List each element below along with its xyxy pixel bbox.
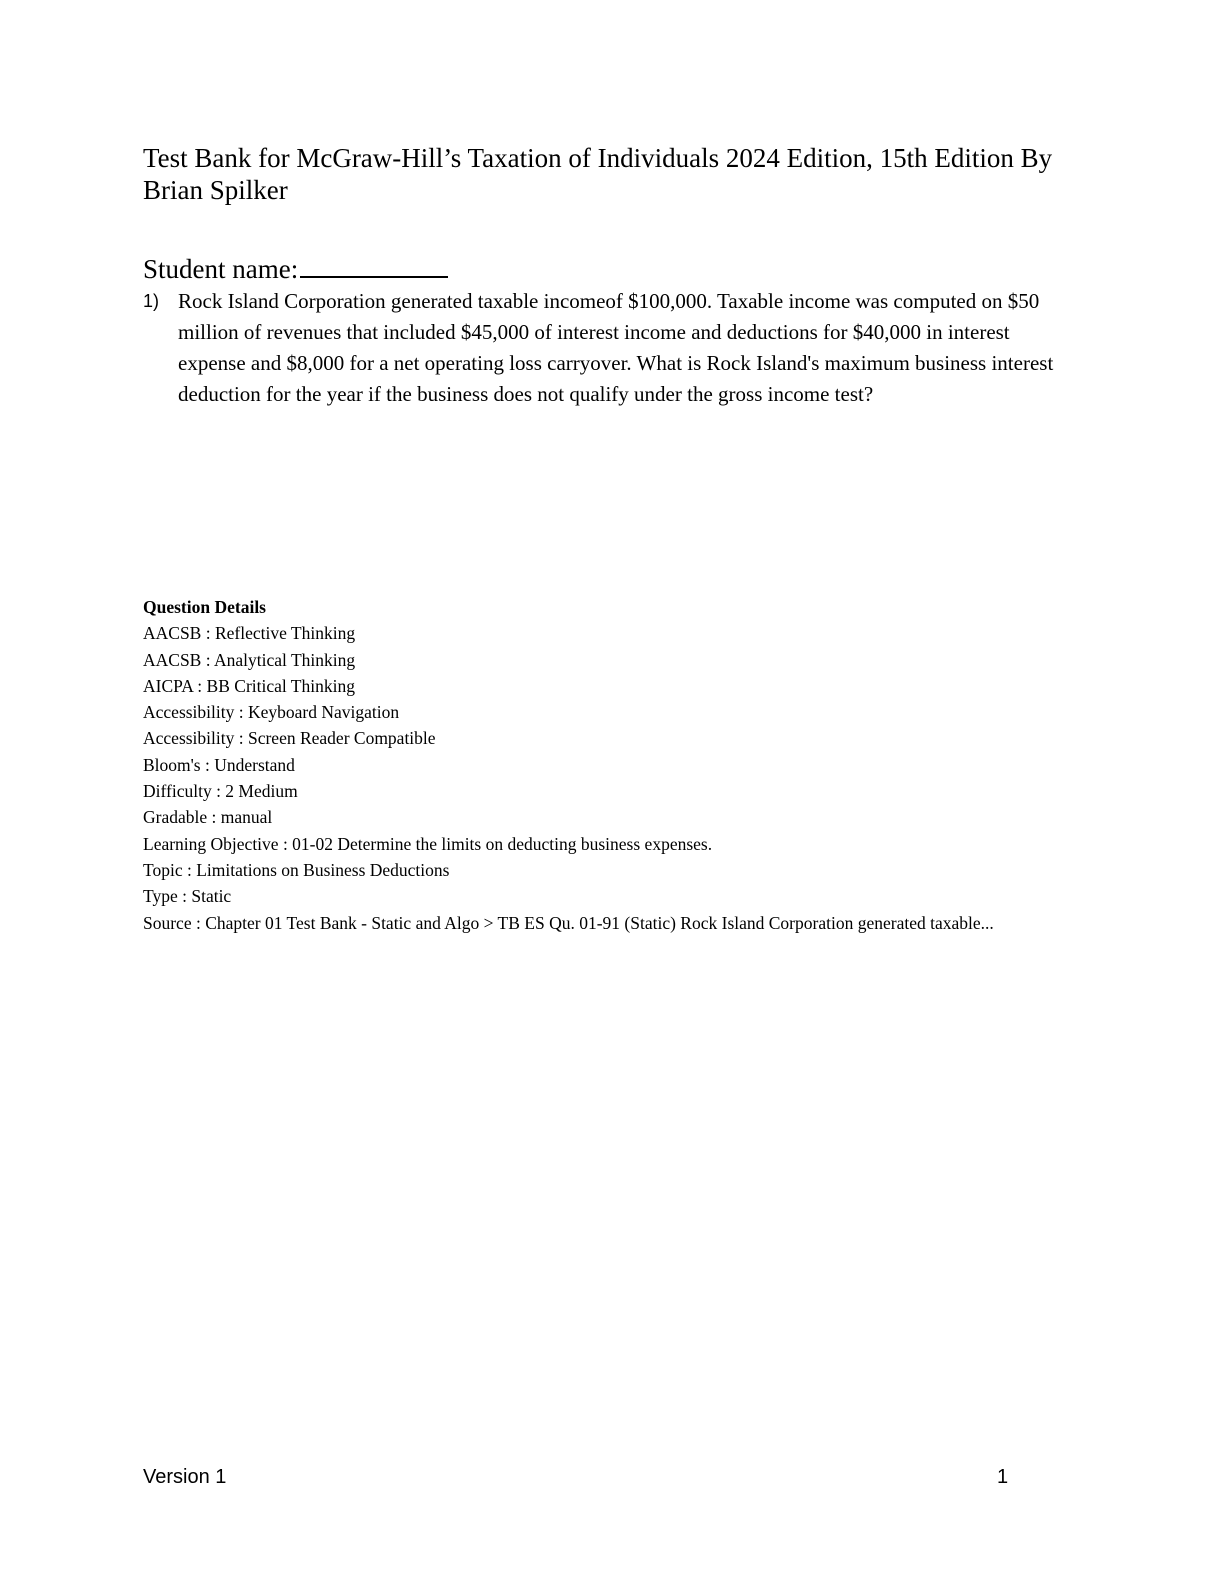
question-details-heading: Question Details	[143, 597, 266, 617]
student-name-field	[143, 250, 448, 286]
detail-item: Accessibility : Keyboard Navigation	[143, 702, 400, 723]
document-title: Test Bank for McGraw-Hill’s Taxation of Individuals 2024 Edition, 15th Edition By Brian Spilker	[143, 143, 1053, 205]
question-text: Rock Island Corporation generated taxable incomeof $100,000. Taxable income was computed on $50 million of revenues that included $45,000 of interest income and deductions for $40,000 in interest expense and $8,000 for a net operating loss carryover. What is Rock Island's maximum business interest deduction for the year if the business does not qualify under the gross income test?	[178, 289, 1054, 406]
detail-item: Gradable : manual	[143, 807, 273, 828]
detail-item: AACSB : Analytical Thinking	[143, 649, 356, 670]
detail-item: Difficulty : 2 Medium	[143, 781, 298, 802]
detail-item: Bloom's : Understand	[143, 754, 295, 775]
detail-item: AACSB : Reflective Thinking	[143, 623, 356, 644]
detail-item: AICPA : BB Critical Thinking	[143, 675, 355, 696]
detail-item: Source : Chapter 01 Test Bank - Static and Algo > TB ES Qu. 01-91 (Static) Rock Island Corporation generated taxable...	[143, 912, 994, 933]
question-details	[143, 594, 1063, 936]
footer-version: Version 1	[143, 1466, 227, 1488]
detail-item: Topic : Limitations on Business Deductions	[143, 859, 450, 880]
question-block	[143, 286, 1073, 410]
question-number: 1)	[143, 291, 160, 311]
detail-item: Accessibility : Screen Reader Compatible	[143, 728, 436, 749]
student-name-label: Student name:	[143, 254, 299, 284]
detail-item: Type : Static	[143, 886, 232, 907]
detail-item: Learning Objective : 01-02 Determine the limits on deducting business expenses.	[143, 833, 713, 854]
footer-page-number: 1	[997, 1466, 1009, 1488]
student-name-blank-line	[300, 250, 448, 278]
